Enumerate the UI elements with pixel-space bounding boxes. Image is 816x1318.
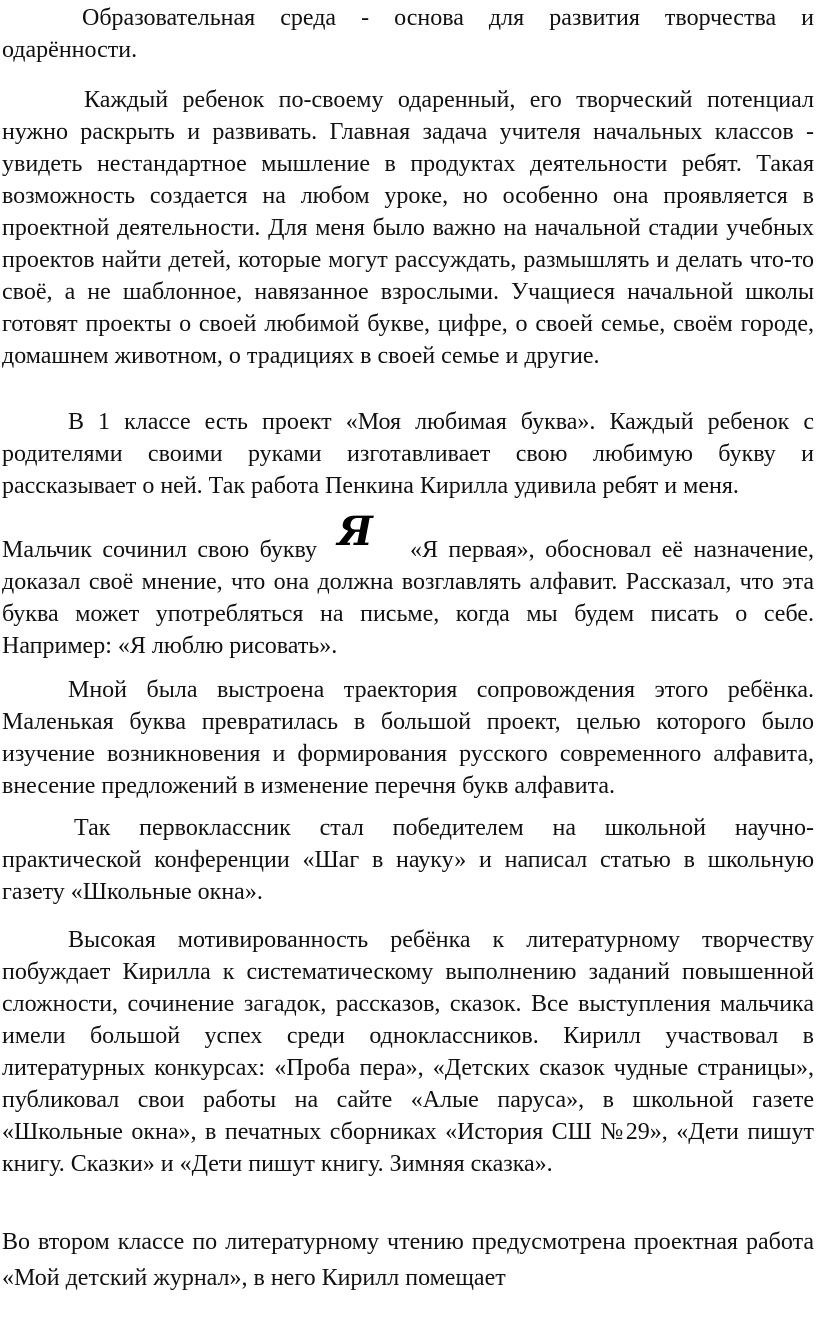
paragraph-heading: Образовательная среда - основа для развития творчества и одарённости. bbox=[2, 5, 814, 63]
paragraph-trajectory: Мной была выстроена траектория сопровождения этого ребёнка. Маленькая буква превратилась в большой проект, целью которого было изучение возникновения и формирования русского современного алфавита, внесение предложений в изменение перечня букв алфавита. bbox=[2, 677, 814, 799]
invented-letter-glyph: Я bbox=[337, 508, 373, 555]
paragraph-motivation: Высокая мотивированность ребёнка к литературному творчеству побуждает Кирилла к систематическому выполнению заданий повышенной сложности, сочинение загадок, рассказов, сказок. Все выступления мальчика имели большой успех среди одноклассников. Кирилл участвовал в литературных конкурсах: «Проба пера», «Детских сказок чудные страницы», публиковал свои работы на сайте «Алые паруса», в школьной газете «Школьные окна», в печатных сборниках «История СШ №29», «Дети пишут книгу. Сказки» и «Дети пишут книгу. Зимняя сказка». bbox=[2, 927, 814, 1177]
letter-paragraph-rest: «Я первая», обосновал её назначение, доказал своё мнение, что она должна возглавлять алфавит. Рассказал, что эта буква может употребляться на письме, когда мы будем писать о себе. Например: «Я люблю рисовать». bbox=[2, 537, 815, 659]
paragraph-conference: Так первоклассник стал победителем на школьной научно-практической конференции «Шаг в науку» и написал статью в школьную газету «Школьные окна». bbox=[2, 815, 814, 905]
paragraph-letter-invention bbox=[2, 508, 815, 662]
letter-paragraph-start: Мальчик сочинил свою букву bbox=[2, 537, 318, 563]
paragraph-intro: Каждый ребенок по-своему одаренный, его творческий потенциал нужно раскрыть и развивать. Главная задача учителя начальных классов - увидеть нестандартное мышление в продуктах деятельности ребят. Такая возможность создается на любом уроке, но особенно она проявляется в проектной деятельности. Для меня было важно на начальной стадии учебных проектов найти детей, которые могут рассуждать, размышлять и делать что-то своё, а не шаблонное, навязанное взрослыми. Учащиеся начальной школы готовят проекты о своей любимой букве, цифре, о своей семье, своём городе, домашнем животном, о традициях в своей семье и другие. bbox=[2, 87, 814, 369]
invented-letter-image bbox=[328, 508, 400, 566]
paragraph-second-grade: Во втором классе по литературному чтению предусмотрена проектная работа «Мой детский журнал», в него Кирилл помещает bbox=[2, 1229, 814, 1291]
paragraph-first-grade-project: В 1 классе есть проект «Моя любимая буква». Каждый ребенок с родителями своими руками изготавливает свою любимую букву и рассказывает о ней. Так работа Пенкина Кирилла удивила ребят и меня. bbox=[2, 409, 814, 499]
